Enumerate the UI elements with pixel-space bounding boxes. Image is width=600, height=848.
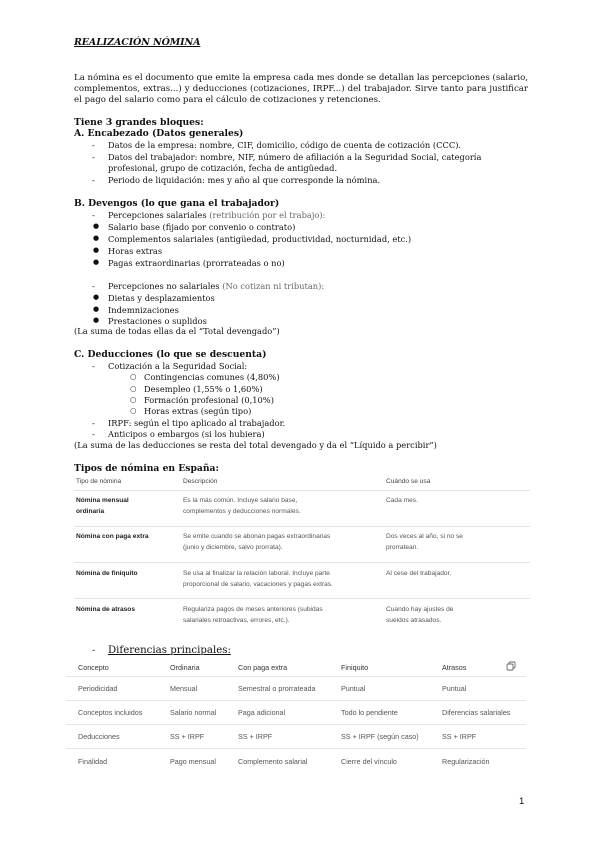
list-item: Contingencias comunes (4,80%) bbox=[144, 372, 280, 382]
table-cell: Salario normal bbox=[170, 708, 217, 717]
dash-bullet: - bbox=[92, 152, 95, 162]
dash-bullet: - bbox=[92, 175, 95, 185]
page-number: 1 bbox=[519, 796, 525, 807]
circle-bullet-icon: ○ bbox=[130, 384, 137, 393]
table-divider bbox=[66, 676, 526, 677]
list-item: IRPF: según el tipo aplicado al trabajador. bbox=[108, 418, 286, 428]
devengos-summary: (La suma de todas ellas da el “Total devengado”) bbox=[74, 326, 280, 336]
table-divider bbox=[66, 724, 526, 725]
table-cell: Cierre del vínculo bbox=[341, 757, 397, 766]
table-cell: Paga adicional bbox=[238, 708, 286, 717]
deducciones-summary: (La suma de las deducciones se resta del total devengado y da el “Líquido a percibir”) bbox=[74, 440, 437, 450]
list-item: Cotización a la Seguridad Social: bbox=[108, 361, 248, 371]
list-item: Pagas extraordinarias (prorrateadas o no) bbox=[108, 258, 285, 268]
table-cell: Periodicidad bbox=[78, 684, 118, 693]
blocks-heading: Tiene 3 grandes bloques: bbox=[74, 117, 204, 128]
list-item bbox=[108, 281, 324, 291]
table-cell: Nómina mensual ordinaria bbox=[76, 497, 129, 515]
table-header: Finiquito bbox=[341, 663, 369, 672]
circle-bullet-icon: ○ bbox=[130, 406, 137, 415]
section-b-heading: B. Devengos (lo que gana el trabajador) bbox=[74, 198, 280, 209]
dash-bullet: - bbox=[92, 361, 95, 371]
list-item: Horas extras bbox=[108, 246, 163, 256]
list-item: Prestaciones o suplidos bbox=[108, 316, 207, 326]
table-header: Con paga extra bbox=[238, 663, 288, 672]
dash-bullet: - bbox=[92, 140, 95, 150]
page-title: REALIZACIÓN NÓMINA bbox=[74, 37, 201, 48]
table-cell: Dos veces al año, si no se prorratean. bbox=[386, 533, 463, 551]
table-divider bbox=[74, 562, 530, 563]
list-item bbox=[108, 210, 325, 220]
table-header: Concepto bbox=[78, 663, 109, 672]
table-cell: Pago mensual bbox=[170, 757, 216, 766]
bullet-dot-icon: ● bbox=[93, 305, 100, 313]
list-item: Dietas y desplazamientos bbox=[108, 293, 215, 303]
list-item: profesional, grupo de cotización, fecha de antigüedad. bbox=[108, 163, 338, 173]
copy-icon[interactable] bbox=[506, 661, 516, 671]
bullet-dot-icon: ● bbox=[93, 246, 100, 254]
bullet-dot-icon: ● bbox=[93, 316, 100, 324]
list-item: Complementos salariales (antigüedad, productividad, nocturnidad, etc.) bbox=[108, 234, 412, 244]
section-c-heading: C. Deducciones (lo que se descuenta) bbox=[74, 349, 267, 360]
table-cell: Nómina de atrasos bbox=[76, 606, 135, 613]
list-item: Formación profesional (0,10%) bbox=[144, 395, 274, 405]
list-item: Horas extras (según tipo) bbox=[144, 406, 252, 416]
bullet-dot-icon: ● bbox=[93, 234, 100, 242]
list-item: Anticipos o embargos (si los hubiera) bbox=[108, 429, 265, 439]
table-cell: Finalidad bbox=[78, 757, 108, 766]
dash-bullet: - bbox=[92, 418, 95, 428]
dash-bullet: - bbox=[92, 646, 96, 656]
table-cell: Complemento salarial bbox=[238, 757, 308, 766]
table-cell: Cada mes. bbox=[386, 497, 418, 504]
table-cell: Deducciones bbox=[78, 732, 120, 741]
section-a-heading: A. Encabezado (Datos generales) bbox=[74, 128, 244, 139]
table-cell: Todo lo pendiente bbox=[341, 708, 398, 717]
table-header: Atrasos bbox=[442, 663, 467, 672]
circle-bullet-icon: ○ bbox=[130, 372, 137, 381]
percepciones-no-salariales-note: (No cotizan ni tributan): bbox=[222, 281, 325, 291]
table-header: Cuándo se usa bbox=[386, 478, 431, 485]
table-cell: Mensual bbox=[170, 684, 198, 693]
table-cell: Nómina con paga extra bbox=[76, 533, 149, 540]
table-cell: Diferencias salariales bbox=[442, 708, 511, 717]
intro-paragraph: La nómina es el documento que emite la empresa cada mes donde se detallan las percepciones (salario, complementos, extras...) y deducciones (cotizaciones, IRPF...) del trabajador. Sirve tanto para justificar el pago del salario como para el cálculo de cotizaciones y retenciones. bbox=[74, 73, 529, 106]
table-header: Ordinaria bbox=[170, 663, 200, 672]
table-cell: Se usa al finalizar la relación laboral. Incluye parte proporcional de salario, vacaciones y pagas extras. bbox=[183, 570, 333, 588]
list-item: Salario base (fijado por convenio o contrato) bbox=[108, 222, 296, 232]
table-divider bbox=[66, 700, 526, 701]
table-divider bbox=[74, 598, 530, 599]
table-cell: SS + IRPF (según caso) bbox=[341, 732, 419, 741]
table-cell: Puntual bbox=[442, 684, 467, 693]
tipos-heading: Tipos de nómina en España: bbox=[74, 463, 219, 474]
dash-bullet: - bbox=[92, 429, 95, 439]
table-divider bbox=[74, 490, 530, 491]
table-header: Descripción bbox=[183, 478, 218, 485]
table-cell: Se emite cuando se abonan pagas extraordinarias (junio y diciembre, salvo prorrata). bbox=[183, 533, 331, 551]
list-item: Desempleo (1,55% o 1,60%) bbox=[144, 384, 263, 394]
dash-bullet: - bbox=[92, 210, 95, 220]
table-cell: Al cese del trabajador. bbox=[386, 570, 452, 577]
table-cell: Cuando hay ajustes de sueldos atrasados. bbox=[386, 606, 454, 624]
table-header: Tipo de nómina bbox=[76, 478, 122, 485]
table-cell: Nómina de finiquito bbox=[76, 570, 138, 577]
bullet-dot-icon: ● bbox=[93, 293, 100, 301]
dash-bullet: - bbox=[92, 281, 95, 291]
table-divider bbox=[66, 748, 526, 749]
list-item: Indemnizaciones bbox=[108, 305, 179, 315]
percepciones-salariales-note: (retribución por el trabajo): bbox=[209, 210, 326, 220]
table-cell: Semestral o prorrateada bbox=[238, 684, 316, 693]
bullet-dot-icon: ● bbox=[93, 222, 100, 230]
bullet-dot-icon: ● bbox=[93, 258, 100, 266]
list-item: Datos del trabajador: nombre, NIF, número de afiliación a la Seguridad Social, categoría bbox=[108, 152, 482, 162]
table-cell: Conceptos incluidos bbox=[78, 708, 143, 717]
table-divider bbox=[74, 526, 530, 527]
table-cell: Puntual bbox=[341, 684, 366, 693]
table-cell: Regularización bbox=[442, 757, 490, 766]
table-cell: Es la más común. Incluye salario base, complementos y deducciones normales. bbox=[183, 497, 301, 515]
table-cell: Regulariza pagos de meses anteriores (subidas salariales retroactivas, errores, etc.). bbox=[183, 606, 323, 624]
list-item: Datos de la empresa: nombre, CIF, domicilio, código de cuenta de cotización (CCC). bbox=[108, 140, 462, 150]
diferencias-heading: Diferencias principales: bbox=[108, 645, 231, 656]
circle-bullet-icon: ○ bbox=[130, 395, 137, 404]
percepciones-no-salariales-label: Percepciones no salariales bbox=[108, 281, 220, 291]
list-item: Periodo de liquidación: mes y año al que corresponde la nómina. bbox=[108, 175, 381, 185]
table-cell: SS + IRPF bbox=[170, 732, 205, 741]
table-cell: SS + IRPF bbox=[238, 732, 273, 741]
percepciones-salariales-label: Percepciones salariales bbox=[108, 210, 207, 220]
table-cell: SS + IRPF bbox=[442, 732, 477, 741]
